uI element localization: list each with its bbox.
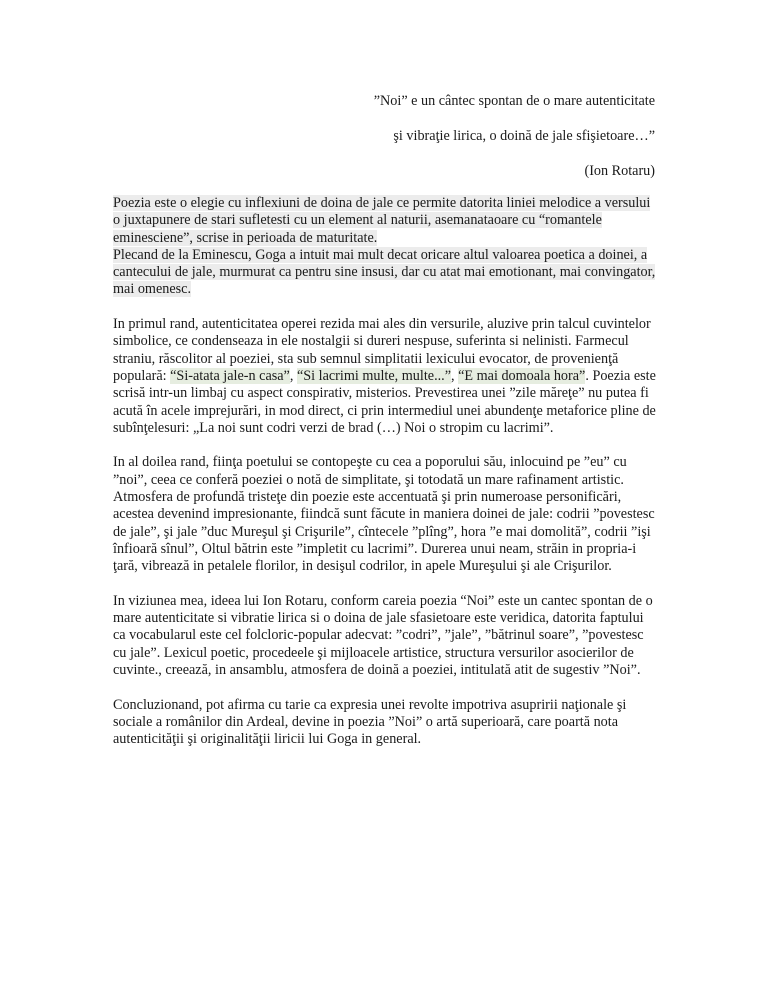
paragraph-second-point: In al doilea rand, fiinţa poetului se contopeşte cu cea a poporului său, inlocuind pe ”eu” cu ”noi”, ceea ce conferă poeziei o notă de simplitate, şi totodată un mare rafinament artistic. Atmosfera de profundă tristeţe din poezie este accentuată şi prin numeroase personificări, acestea devenind impresionante, fiindcă sunt făcute in maniera doinei de jale: codrii ”povestesc de jale”, şi jale ”duc Mureşul şi Crişurile”, cîntecele ”plîng”, hora ”e mai domolită”, codrii ”işi înfioară sînul”, Oltul bătrin este ”impletit cu lacrimi”. Durerea unui neam, străin in propria-i ţară, vibrează in petalele florilor, in desişul codrilor, in apele Mureşului şi ale Crişurilor. — [113, 454, 655, 575]
epigraph-line-1: ”Noi” e un cântec spontan de o mare autenticitate — [373, 93, 655, 109]
quote-separator: , — [289, 367, 297, 384]
paragraph-conclusion: Concluzionand, pot afirma cu tarie ca expresia unei revolte impotriva asupririi naţionale şi sociale a românilor din Ardeal, devine in poezia ”Noi” o artă superioară, care poartă nota autenticităţii şi originalităţii liricii lui Goga in general. — [113, 696, 627, 748]
epigraph — [95, 92, 655, 197]
quote-highlight: “Si lacrimi multe, multe...” — [296, 367, 452, 384]
highlighted-text: Plecand de la Eminescu, Goga a intuit mai mult decat oricare altul valoarea poetica a doinei, a cantecului de jale, murmurat ca pentru sine insusi, dar cu atat mai emotionant, mai convingator, mai omenesc. — [113, 246, 656, 298]
paragraph-intro — [113, 195, 659, 247]
essay-body — [113, 195, 659, 766]
quote-highlight: “Si-atata jale-n casa” — [170, 367, 290, 384]
paragraph-first-point — [113, 316, 659, 437]
paragraph-text: In primul rand, autenticitatea operei rezida mai ales din versurile, aluzive prin talcul cuvintelor simbolice, ce condenseaza in ele nostalgii si dureri nespuse, suferinta si nelinisti. Farmecul straniu, răscolitor al poeziei, sta sub semnul simplitatii lexicului evocator, de provenienţă populară: — [113, 316, 651, 384]
quote-highlight: “E mai domoala hora” — [458, 367, 586, 384]
epigraph-author: (Ion Rotaru) — [584, 163, 655, 179]
highlighted-text: Poezia este o elegie cu inflexiuni de doina de jale ce permite datorita liniei melodice a versului o juxtapunere de stari sufletesti cu un element al naturii, asemanataoare cu “romantele eminesciene”, scrise in perioada de maturitate. — [113, 195, 651, 246]
epigraph-line-2: şi vibraţie lirica, o doină de jale sfişietoare…” — [393, 128, 655, 144]
quote-separator: , — [451, 367, 459, 384]
paragraph-opinion: In viziunea mea, ideea lui Ion Rotaru, conform careia poezia “Noi” este un cantec spontan de o mare autenticitate si vibratie lirica si o doina de jale sfasietoare este veridica, datorita faptului ca vocabularul este cel folcloric-popular adecvat: ”codri”, ”jale”, ”bătrinul soare”, ”povestesc cu jale”. Lexicul poetic, procedeele şi mijloacele artistice, structura versurilor asocierilor de cuvinte., creează, in ansamblu, atmosfera de doină a poeziei, intitulată atit de sugestiv ”Noi”. — [113, 592, 653, 679]
paragraph-eminescu — [113, 247, 659, 299]
paragraph-text: . Poezia este scrisă intr-un limbaj cu aspect conspirativ, misterios. Prevestirea unei ”zile măreţe” nu putea fi acută în acele imprejurări, in mod direct, ci prin intermediul unei abundenţe metaforice pline de subînţelesuri: „La noi sunt codri verzi de brad (…) Noi o stropim cu lacrimi”. — [113, 367, 656, 436]
